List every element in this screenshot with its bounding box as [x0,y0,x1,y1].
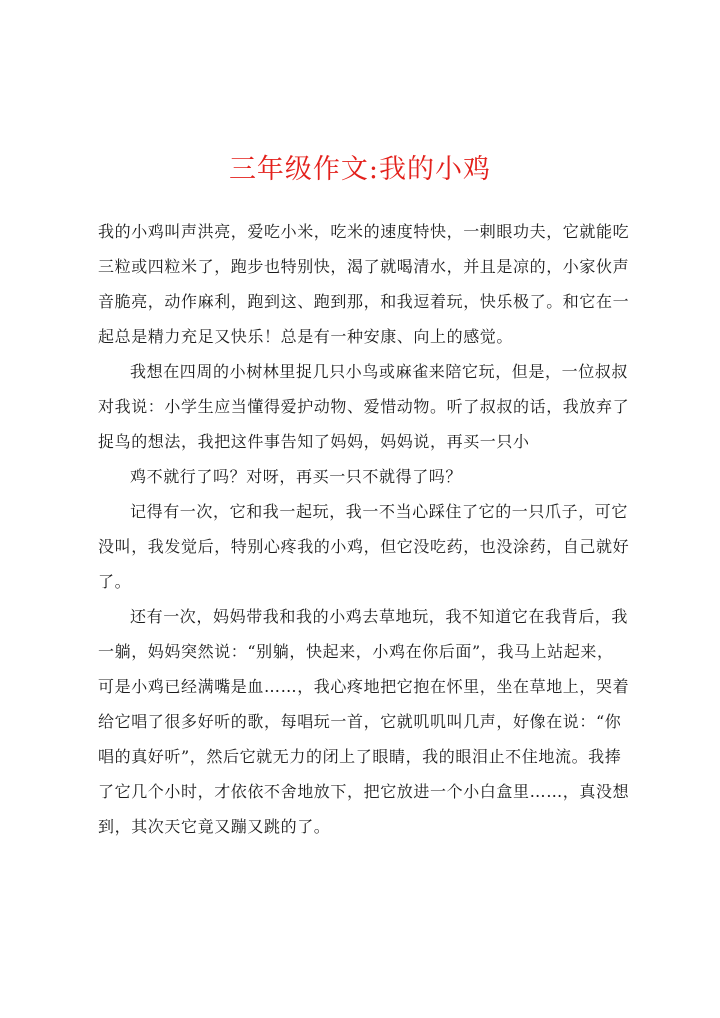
text-line: 鸡不就行了吗？对呀，再买一只不就得了吗？ [130,467,463,486]
document-title: 三年级作文:我的小鸡 [228,154,492,185]
document-body [98,214,638,844]
text-line: 了它几个小时，才依依不舍地放下，把它放进一个小白盒里……，真没想 [98,782,630,801]
text-line: 到，其次天它竟又蹦又跳的了。 [98,817,331,836]
text-line: 三粒或四粒米了，跑步也特别快，渴了就喝清水，并且是凉的，小家伙声 [98,257,630,276]
text-line: 一躺，妈妈突然说：“别躺，快起来，小鸡在你后面”，我马上站起来， [98,642,614,661]
paragraph [98,494,638,599]
text-line: 了。 [98,572,132,591]
text-line: 起总是精力充足又快乐！总是有一种安康、向上的感觉。 [98,327,514,346]
text-line: 还有一次，妈妈带我和我的小鸡去草地玩，我不知道它在我背后，我 [130,607,629,626]
text-line: 我的小鸡叫声洪亮，爱吃小米，吃米的速度特快，一剌眼功夫，它就能吃 [98,222,630,241]
text-line: 我想在四周的小树林里捉几只小鸟或麻雀来陪它玩，但是，一位叔叔 [130,362,629,381]
paragraph [98,214,638,354]
text-line: 对我说：小学生应当懂得爱护动物、爱惜动物。听了叔叔的话，我放弃了 [98,397,630,416]
text-line: 可是小鸡已经满嘴是血……，我心疼地把它抱在怀里，坐在草地上，哭着 [98,677,630,696]
paragraph [98,354,638,459]
paragraph [98,459,638,494]
text-line: 唱的真好听”，然后它就无力的闭上了眼睛，我的眼泪止不住地流。我捧 [98,747,622,766]
text-line: 没叫，我发觉后，特别心疼我的小鸡，但它没吃药，也没涂药，自己就好 [98,537,630,556]
text-line: 音脆亮，动作麻利，跑到这、跑到那，和我逗着玩，快乐极了。和它在一 [98,292,630,311]
paragraph [98,599,638,844]
text-line: 捉鸟的想法，我把这件事告知了妈妈，妈妈说，再买一只小 [98,432,530,451]
text-line: 记得有一次，它和我一起玩，我一不当心踩住了它的一只爪子，可它 [130,502,629,521]
text-line: 给它唱了很多好听的歌，每唱玩一首，它就叽叽叫几声，好像在说：“你 [98,712,622,731]
